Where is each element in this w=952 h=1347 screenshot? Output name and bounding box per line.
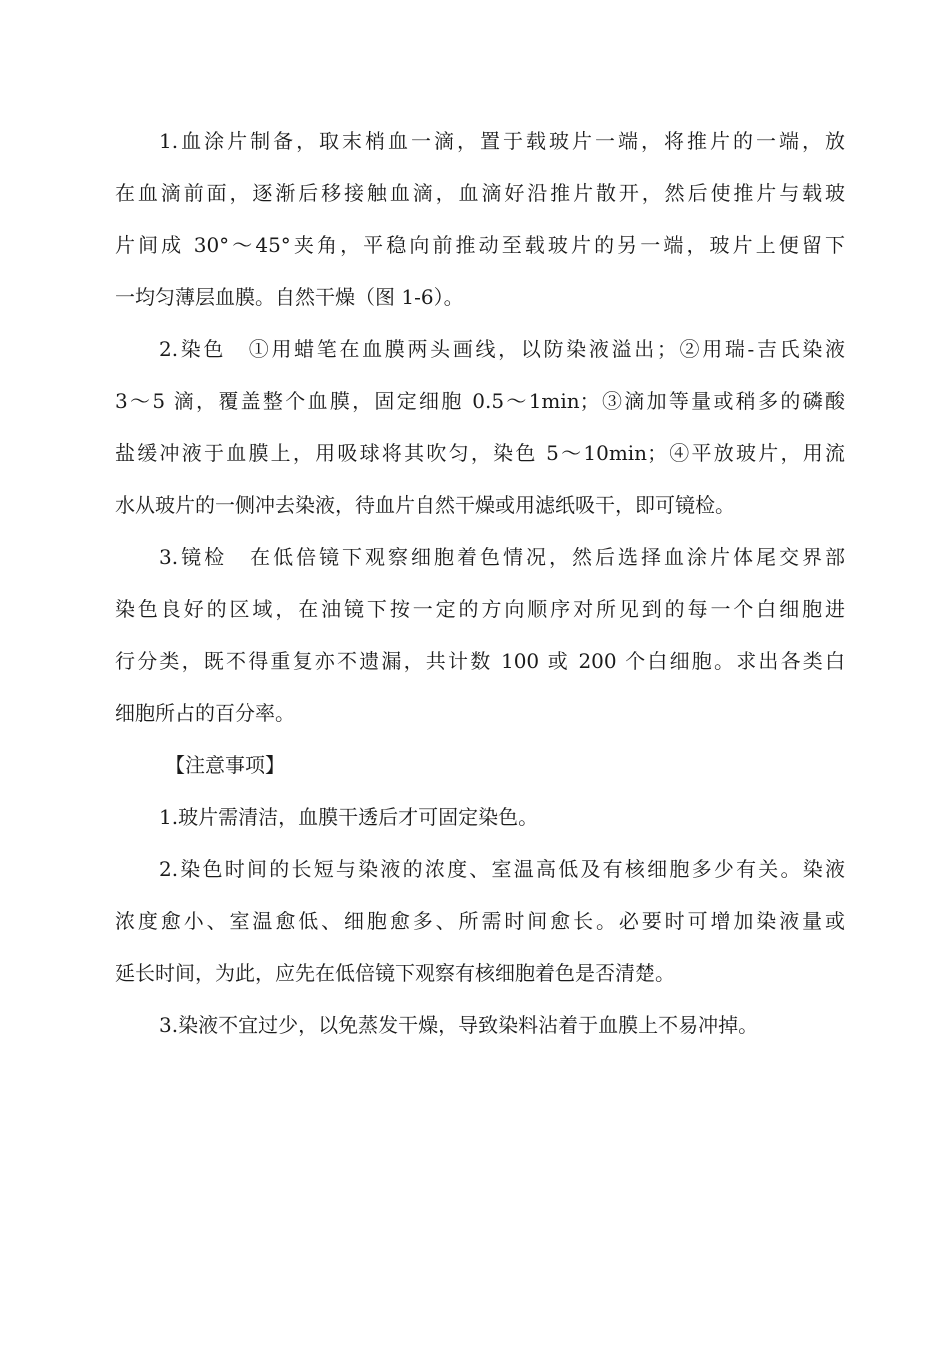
text-line: 3.染液不宜过少，以免蒸发干燥，导致染料沾着于血膜上不易冲掉。 (159, 1013, 759, 1037)
text-line: 浓度愈小、室温愈低、细胞愈多、所需时间愈长。必要时可增加染液量或 (115, 909, 845, 933)
text-line: 细胞所占的百分率。 (115, 701, 295, 725)
document-body (115, 120, 845, 1056)
text-line: 在血滴前面，逐渐后移接触血滴，血滴好沿推片散开，然后使推片与载玻 (115, 181, 845, 205)
note-item-2 (115, 848, 845, 1004)
text-line: 一均匀薄层血膜。自然干燥（图 1-6）。 (115, 285, 464, 309)
text-line: 染色良好的区域，在油镜下按一定的方向顺序对所见到的每一个白细胞进 (115, 597, 845, 621)
section-heading-notes (115, 744, 845, 796)
text-line: 3.镜检 在低倍镜下观察细胞着色情况，然后选择血涂片体尾交界部 (159, 545, 845, 569)
note-item-1 (115, 796, 845, 848)
paragraph-smear-preparation (115, 120, 845, 328)
paragraph-microscopy (115, 536, 845, 744)
note-item-3 (115, 1004, 845, 1056)
text-line: 2.染色时间的长短与染液的浓度、室温高低及有核细胞多少有关。染液 (159, 857, 845, 881)
paragraph-staining (115, 328, 845, 536)
text-line: 行分类，既不得重复亦不遗漏，共计数 100 或 200 个白细胞。求出各类白 (115, 649, 845, 673)
text-line: 1.玻片需清洁，血膜干透后才可固定染色。 (159, 805, 539, 829)
text-line: 3～5 滴，覆盖整个血膜，固定细胞 0.5～1min；③滴加等量或稍多的磷酸 (115, 389, 845, 413)
text-line: 1.血涂片制备，取末梢血一滴，置于载玻片一端，将推片的一端，放 (159, 129, 845, 153)
text-line: 盐缓冲液于血膜上，用吸球将其吹匀，染色 5～10min；④平放玻片，用流 (115, 441, 845, 465)
heading-text: 【注意事项】 (165, 753, 285, 777)
text-line: 2.染色 ①用蜡笔在血膜两头画线，以防染液溢出；②用瑞-吉氏染液 (159, 337, 845, 361)
text-line: 片间成 30°～45°夹角，平稳向前推动至载玻片的另一端，玻片上便留下 (115, 233, 845, 257)
text-line: 水从玻片的一侧冲去染液，待血片自然干燥或用滤纸吸干，即可镜检。 (115, 493, 735, 517)
text-line: 延长时间，为此，应先在低倍镜下观察有核细胞着色是否清楚。 (115, 961, 675, 985)
